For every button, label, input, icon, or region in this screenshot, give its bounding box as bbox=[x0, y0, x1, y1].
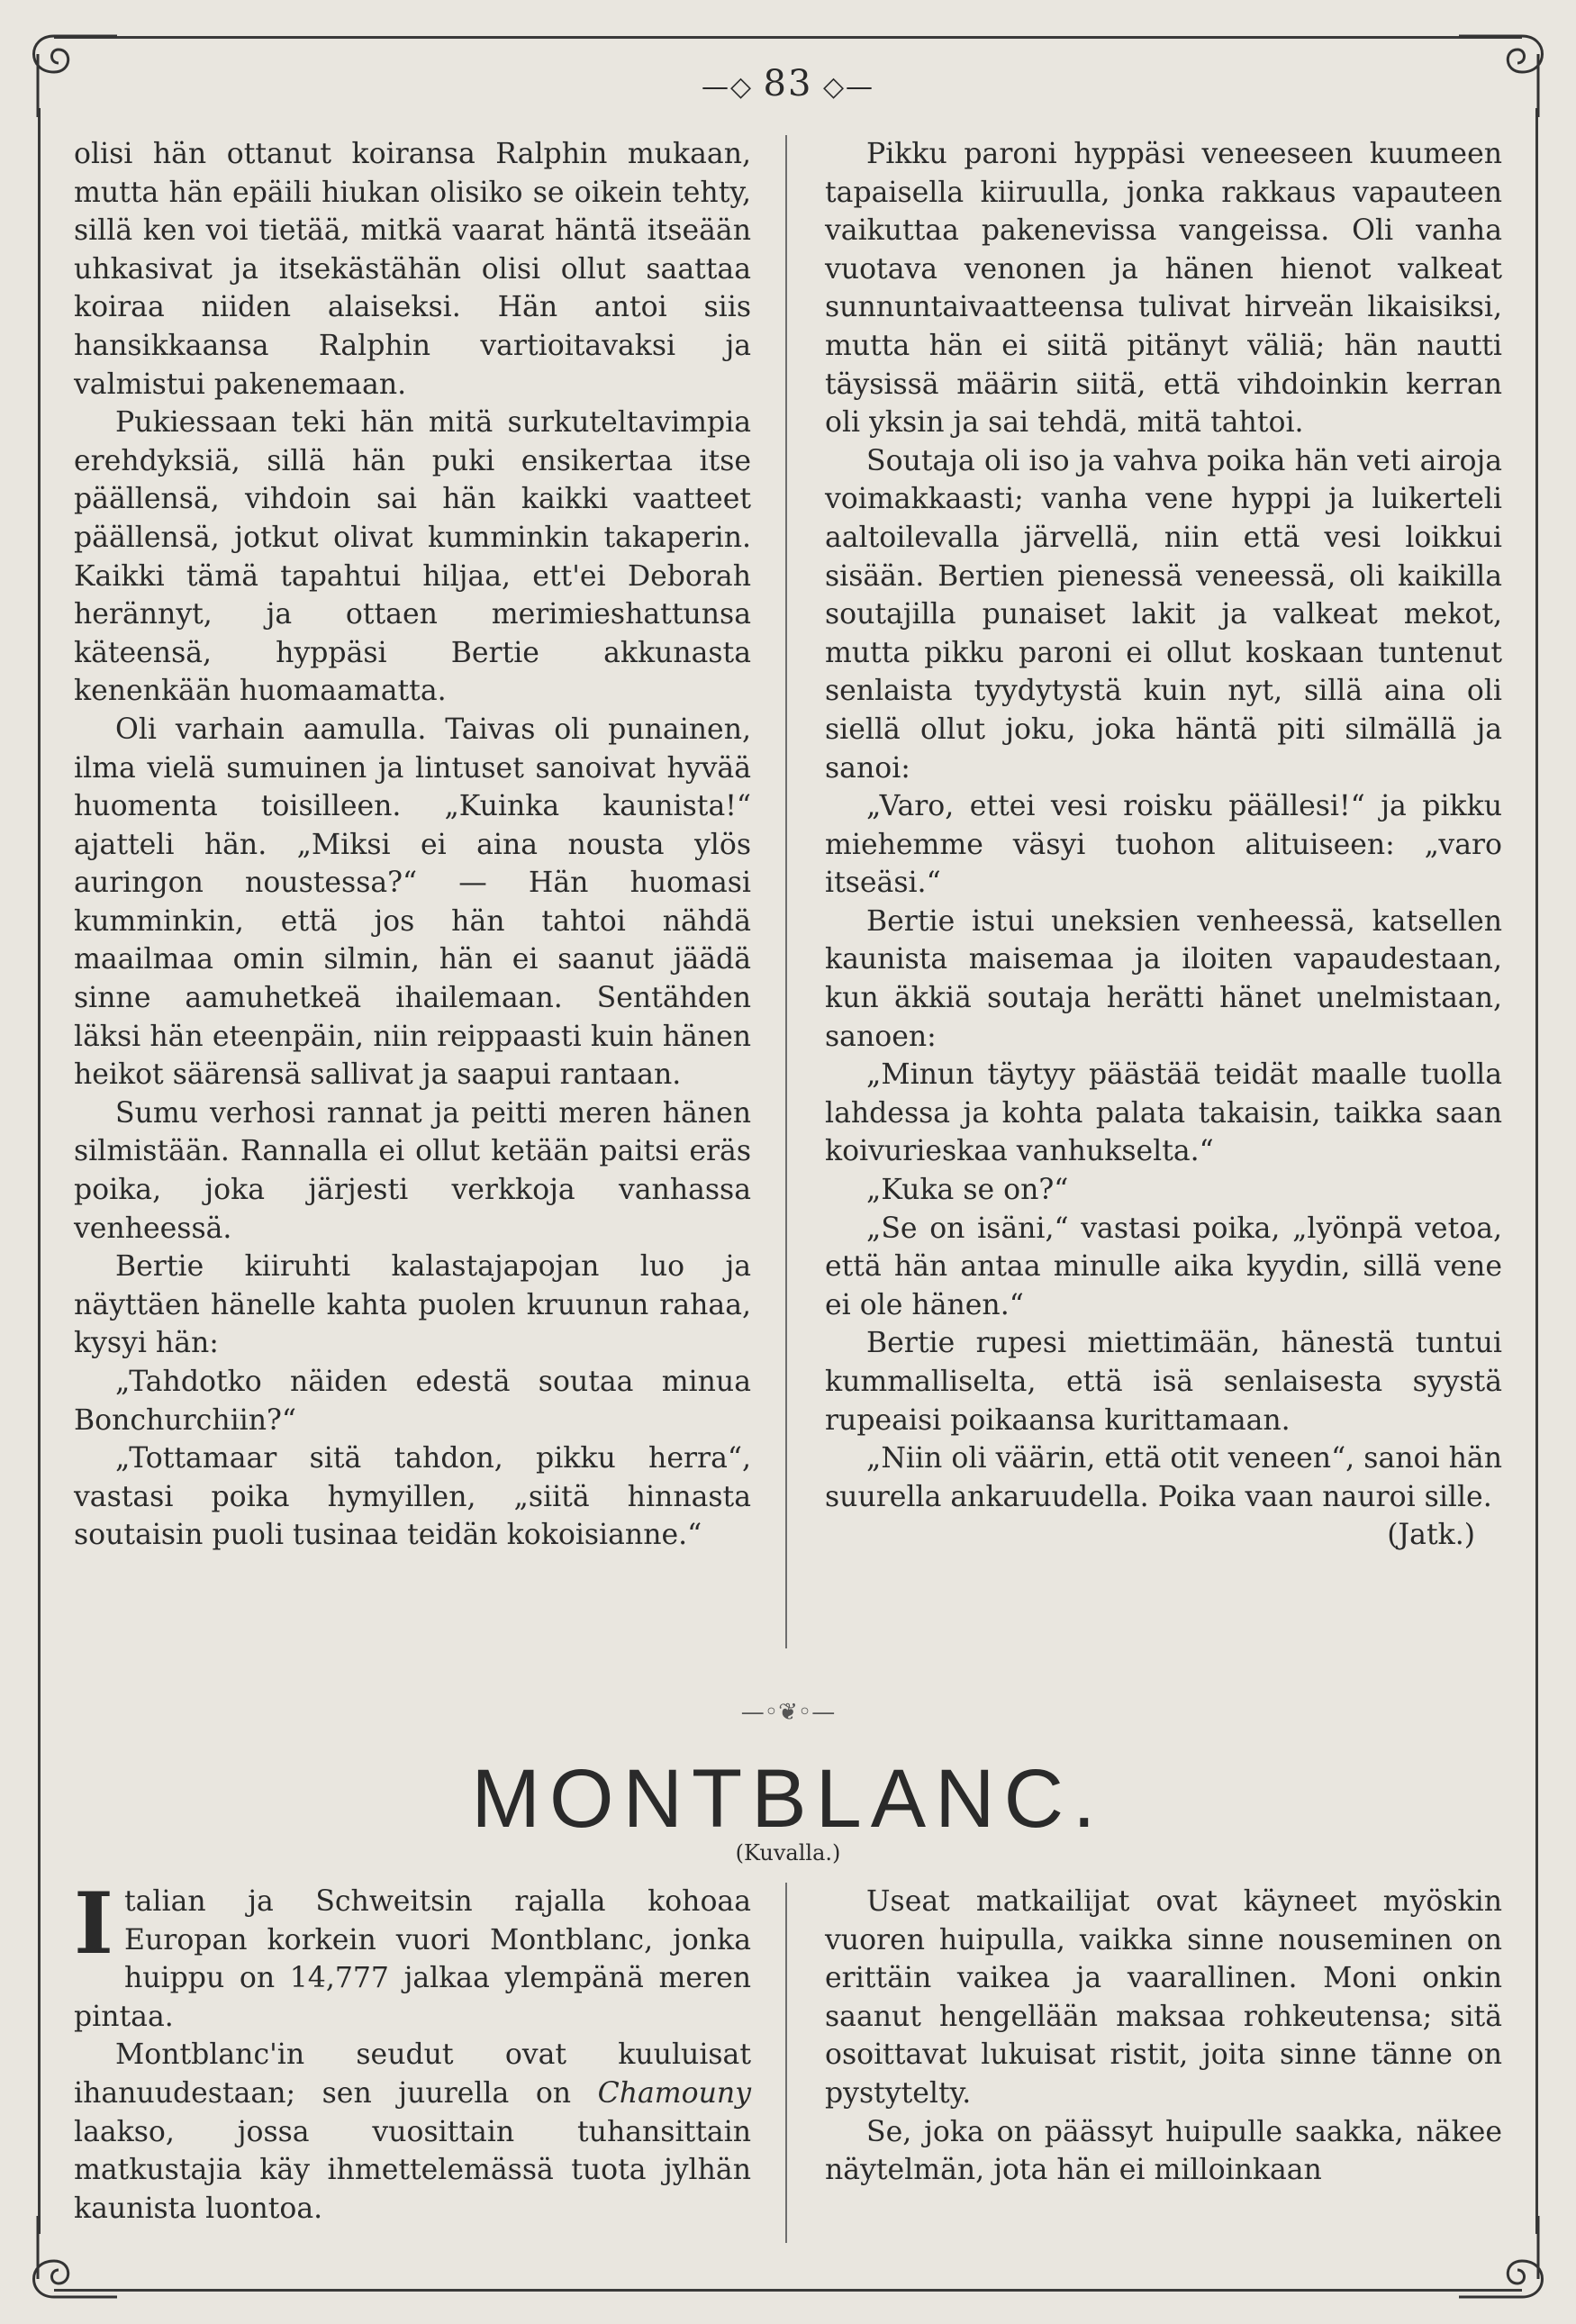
page-number bbox=[0, 63, 1576, 104]
paragraph-text: Montblanc'in seudut ovat kuuluisat ihanuudestaan; sen juurella on bbox=[74, 2038, 751, 2110]
article-columns bbox=[74, 1875, 1502, 2228]
place-name: Chamouny bbox=[597, 2076, 751, 2110]
paragraph: Sumu verhosi rannat ja peitti meren hänen silmistään. Rannalla ei ollut ketään paitsi eräs poika, joka järjesti verkkoja vanhassa venheessä. bbox=[74, 1096, 751, 1245]
paragraph bbox=[74, 2036, 751, 2228]
paragraph: Oli varhain aamulla. Taivas oli punainen, ilma vielä sumuinen ja lintuset sanoivat hyvää huomenta toisilleen. „Kuinka kaunista!“ ajatteli hän. „Miksi ei aina nousta ylös auringon noustessa?“ — Hän huomasi kumminkin, että jos hän tahtoi nähdä maailmaa omin silmin, hän ei saanut jäädä sinne aamuhetkeä ihailemaan. Sentähden läksi hän eteenpäin, niin reippaasti kuin hänen heikot säärensä sallivat ja saapui rantaan. bbox=[74, 713, 751, 1092]
border-right bbox=[1535, 108, 1538, 2234]
paragraph: „Minun täytyy päästää teidät maalle tuolla lahdessa ja kohta palata takaisin, taikka saan koivurieskaa vanhukselta.“ bbox=[825, 1058, 1502, 1168]
article-intro-paragraph bbox=[74, 1875, 751, 2036]
intro-text: talian ja Schweitsin rajalla kohoaa Europan korkein vuori Montblanc, jonka huippu on 14,777 jalkaa ylempänä meren pintaa. bbox=[74, 1885, 751, 2033]
article-title: MONTBLANC. bbox=[471, 1753, 1105, 1845]
paragraph: Soutaja oli iso ja vahva poika hän veti airoja voimakkaasti; vanha vene hyppi ja luikerteli aaltoilevalla järvellä, niin että vesi loikkui sisään. Bertien pienessä veneessä, oli kaikilla soutajilla punaiset lakit ja valkeat mekot, mutta pikku paroni ei ollut koskaan tuntenut senlaista tyydytystä kuin nyt, sillä aina oli siellä ollut joku, joka häntä piti silmällä ja sanoi: bbox=[825, 444, 1502, 785]
ornament-icon: ◇— bbox=[812, 71, 875, 103]
ornament-icon: —◇ bbox=[701, 71, 764, 103]
paragraph: Pukiessaan teki hän mitä surkuteltavimpia erehdyksiä, sillä hän puki ensikertaa itse päällensä, vihdoin sai hän kaikki vaatteet päällensä, jotkut olivat kumminkin takaperin. Kaikki tämä tapahtui hiljaa, ett'ei Deborah herännyt, ja ottaen merimieshattunsa käteensä, hyppäsi Bertie akkunasta kenenkään huomaamatta. bbox=[74, 406, 751, 708]
story-left-column bbox=[74, 135, 751, 1555]
continued-note: (Jatk.) bbox=[1387, 1519, 1475, 1552]
story-right-column bbox=[825, 135, 1502, 1555]
paragraph: „Varo, ettei vesi roisku päällesi!“ ja pikku miehemme väsyi tuohon alituiseen: „varo itseäsi.“ bbox=[825, 790, 1502, 900]
section-ornament-icon: —◦❦◦— bbox=[740, 1699, 836, 1726]
article-left-column bbox=[74, 1875, 751, 2228]
paragraph: „Tottamaar sitä tahdon, pikku herra“, vastasi poika hymyillen, „siitä hinnasta soutaisin puoli tusinaa teidän kokoisianne.“ bbox=[74, 1442, 751, 1552]
paragraph: Useat matkailijat ovat käyneet myöskin vuoren huipulla, vaikka sinne nouseminen on erittäin vaikea ja vaarallinen. Moni onkin saanut hengellään maksaa rohkeutensa; sitä osoittavat lukuisat ristit, joita sinne tänne on pystytelty. bbox=[825, 1885, 1502, 2110]
article-right-column bbox=[825, 1883, 1502, 2228]
paragraph: „Tahdotko näiden edestä soutaa minua Bonchurchiin?“ bbox=[74, 1366, 751, 1437]
paragraph-text: laakso, jossa vuosittain tuhansittain matkustajia käy ihmettelemässä tuota jylhän kaunista luontoa. bbox=[74, 2115, 751, 2225]
border-top bbox=[54, 36, 1522, 39]
paragraph: „Se on isäni,“ vastasi poika, „lyönpä vetoa, että hän antaa minulle aika kyydin, sillä vene ei ole hänen.“ bbox=[825, 1212, 1502, 1321]
paragraph: Bertie kiiruhti kalastajapojan luo ja näyttäen hänelle kahta puolen kruunun rahaa, kysyi hän: bbox=[74, 1250, 751, 1360]
article-caption: (Kuvalla.) bbox=[735, 1840, 841, 1866]
paragraph: Bertie istui uneksien venheessä, katsellen kaunista maisemaa ja iloiten vapaudestaan, kun äkkiä soutaja herätti hänet unelmistaan, sanoen: bbox=[825, 904, 1502, 1053]
paragraph: olisi hän ottanut koiransa Ralphin mukaan, mutta hän epäili hiukan olisiko se oikein tehty, sillä ken voi tietää, mitkä vaarat häntä itseään uhkasivat ja itsekästähän olisi ollut saattaa koiraa niiden alaiseksi. Hän antoi siis hansikkaansa Ralphin vartioitavaksi ja valmistui pakenemaan. bbox=[74, 138, 751, 401]
paragraph: Bertie rupesi miettimään, hänestä tuntui kummalliselta, että isä senlaisesta syystä rupeaisi poikaansa kurittamaan. bbox=[825, 1327, 1502, 1437]
drop-cap: I bbox=[74, 1875, 113, 1974]
paragraph: Pikku paroni hyppäsi veneeseen kuumeen tapaisella kiiruulla, jonka rakkaus vapauteen vaikuttaa pakenevissa vangeissa. Oli vanha vuotava venonen ja hänen hienot valkeat sunnuntaivaatteensa tulivat hirveän likaisiksi, mutta hän ei siitä pitänyt väliä; hän nautti täysissä määrin siitä, että vihdoinkin kerran oli yksin ja sai tehdä, mitä tahtoi. bbox=[825, 138, 1502, 440]
border-bottom bbox=[54, 2289, 1522, 2292]
last-paragraph: „Niin oli väärin, että otit veneen“, sanoi hän suurella ankaruudella. Poika vaan nauroi sille. bbox=[825, 1442, 1502, 1513]
page-number-value: 83 bbox=[763, 63, 813, 104]
border-left bbox=[38, 108, 41, 2234]
paragraph: Se, joka on päässyt huipulle saakka, näkee näytelmän, jota hän ei milloinkaan bbox=[825, 2115, 1502, 2187]
story-columns bbox=[74, 135, 1502, 1555]
paragraph: „Kuka se on?“ bbox=[866, 1174, 1069, 1207]
